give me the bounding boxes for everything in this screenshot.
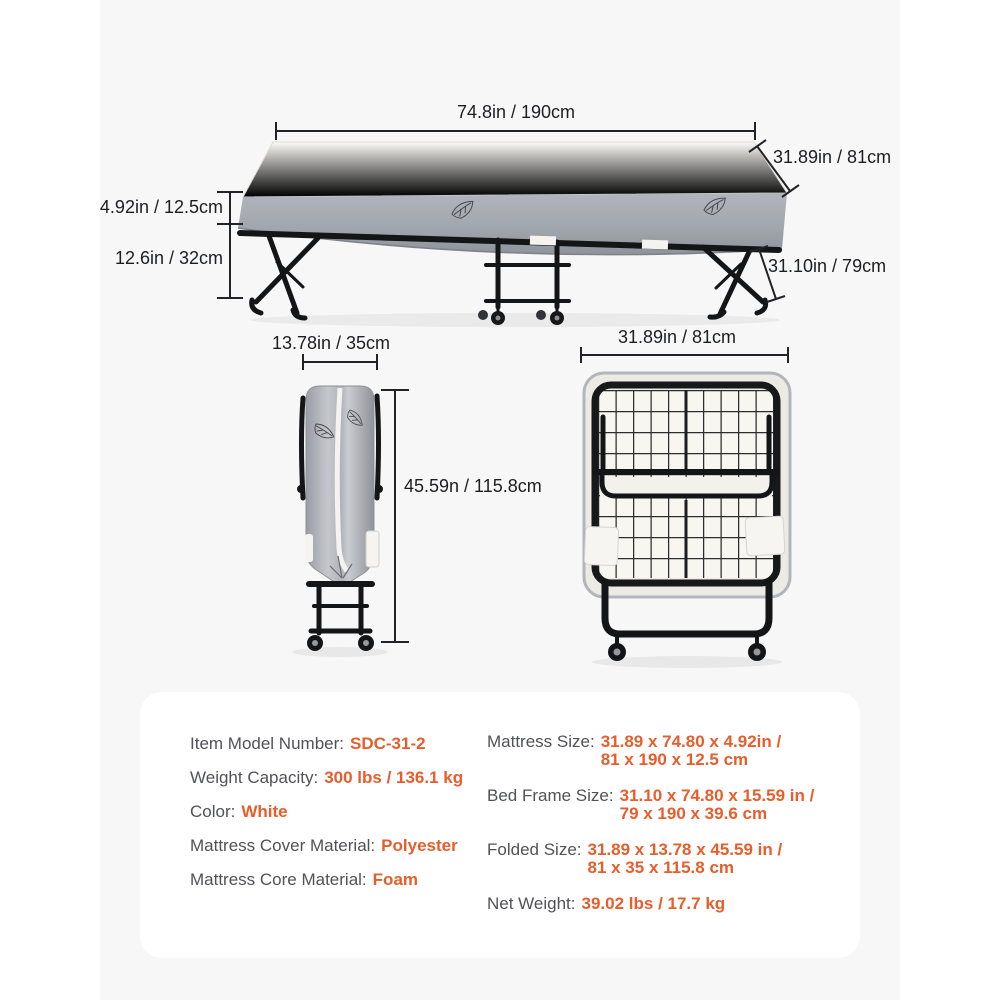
hinge [297, 485, 305, 493]
spec-value-line1: 31.10 x 74.80 x 15.59 in / [619, 786, 815, 805]
caster-hub [754, 649, 761, 656]
spec-row-core-material [190, 870, 463, 889]
spec-value-line1: 31.89 x 74.80 x 4.92in / [600, 732, 782, 751]
dim-label-folded-width: 31.89in / 81cm [617, 327, 737, 347]
spec-row-bed-frame-size [487, 787, 827, 823]
spec-label: Net Weight: [487, 894, 576, 913]
mattress-strap [745, 516, 785, 556]
spec-value-block [601, 733, 782, 769]
caster-hub [363, 640, 369, 646]
spec-label: Mattress Size: [487, 732, 595, 751]
spec-value-block [582, 895, 726, 913]
spec-value-line1: 39.02 lbs / 17.7 kg [581, 894, 726, 913]
spec-value: White [241, 802, 288, 821]
mattress-strap [305, 534, 313, 562]
dimension-lines-folded-front [581, 347, 788, 363]
dim-label-frame-height: 12.6in / 32cm [114, 248, 223, 268]
spec-label: Bed Frame Size: [487, 786, 614, 805]
mattress-strap [584, 526, 618, 565]
spec-value-line2: 81 x 190 x 12.5 cm [600, 750, 749, 769]
spec-value-line2: 81 x 35 x 115.8 cm [587, 858, 735, 877]
spec-label: Mattress Core Material: [190, 870, 367, 889]
spec-row-model-number [190, 734, 463, 753]
spec-row-weight-capacity [190, 768, 463, 787]
mattress-strap [366, 531, 379, 567]
caster-hub [614, 649, 621, 656]
spec-value-line2: 79 x 190 x 39.6 cm [619, 804, 768, 823]
spec-label: Item Model Number: [190, 734, 344, 753]
unfolded-bed-illustration [238, 142, 787, 327]
dim-label-folded-height: 45.59n / 115.8cm [404, 476, 542, 496]
spec-label: Folded Size: [487, 840, 582, 859]
spec-list-left [190, 734, 463, 904]
spec-label: Mattress Cover Material: [190, 836, 376, 855]
caster-wheel [478, 310, 488, 320]
spec-value-line1: 31.89 x 13.78 x 45.59 in / [587, 840, 783, 859]
spec-row-folded-size [487, 841, 827, 877]
spec-list-right [487, 733, 827, 931]
bed-shadow [292, 647, 388, 657]
folded-base [309, 584, 372, 633]
spec-value-block [588, 841, 783, 877]
spec-row-mattress-size [487, 733, 827, 769]
dim-label-mattress-thickness: 4.92in / 12.5cm [99, 197, 223, 217]
spec-row-color [190, 802, 463, 821]
spec-row-cover-material [190, 836, 463, 855]
caster-wheel [536, 310, 546, 320]
spec-label: Color: [190, 802, 236, 821]
spec-card [140, 692, 860, 958]
dim-label-bed-length: 74.8in / 190cm [456, 102, 576, 122]
dim-label-folded-depth: 13.78in / 35cm [271, 333, 391, 353]
spec-row-net-weight [487, 895, 827, 913]
folded-bed-side-illustration [292, 386, 388, 657]
hinge [375, 485, 383, 493]
caster-hub [555, 316, 560, 321]
dim-label-bed-width: 31.89in / 81cm [773, 147, 892, 167]
bed-shadow [250, 313, 780, 327]
mattress-top-face [243, 142, 787, 197]
spec-value: Foam [372, 870, 419, 889]
spec-value: Polyester [381, 836, 458, 855]
dim-label-frame-width: 31.10in / 79cm [768, 256, 887, 276]
folded-bed-front-illustration [584, 373, 790, 668]
spec-value: SDC-31-2 [350, 734, 426, 753]
spec-label: Weight Capacity: [190, 768, 319, 787]
frame-strap [642, 240, 668, 250]
spec-value-block [620, 787, 815, 823]
caster-hub [312, 640, 318, 646]
frame-strap [530, 236, 556, 246]
caster-hub [496, 316, 501, 321]
spec-value: 300 lbs / 136.1 kg [324, 768, 464, 787]
